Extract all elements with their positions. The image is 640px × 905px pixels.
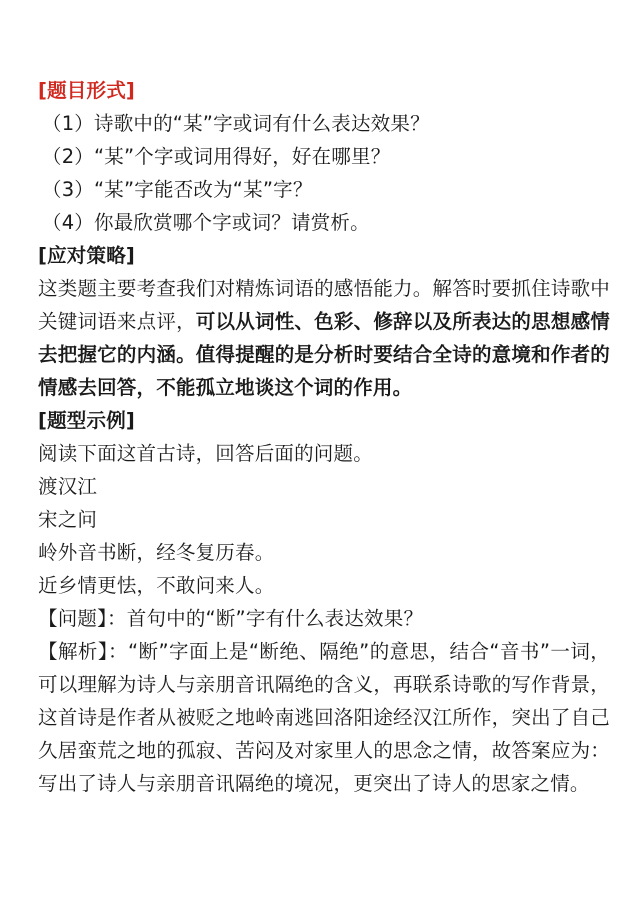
section-heading-strategy: [应对策略] (38, 244, 136, 267)
poem-line-2: 近乡情更怯，不敢问来人。 (38, 574, 275, 597)
form-item-2: （2）“某”个字或词用得好，好在哪里？ (42, 145, 391, 168)
example-question: 【问题】：首句中的“断”字有什么表达效果？ (38, 607, 424, 630)
section-heading-form: [题目形式] (38, 79, 136, 102)
poem-author: 宋之问 (38, 508, 98, 531)
poem-line-1: 岭外音书断，经冬复历春。 (38, 541, 275, 564)
example-analysis: 【解析】：“断”字面上是“断绝、隔绝”的意思，结合“音书”一词，可以理解为诗人与亲朋音讯隔绝的含义，再联系诗歌的写作背景，这首诗是作者从被贬之地岭南逃回洛阳途经汉江所作，突出了自己久居蛮荒之地的孤寂、苦闷及对家里人的思念之情，故答案应为：写出了诗人与亲朋音讯隔绝的境况，更突出了诗人的思家之情。 (38, 640, 610, 795)
example-intro: 阅读下面这首古诗，回答后面的问题。 (38, 442, 373, 465)
strategy-text-normal: 这类题主要考查我们对精炼词语的感悟能力。解答时要抓住诗歌中关键词语来点评， (38, 277, 610, 333)
form-item-1: （1）诗歌中的“某”字或词有什么表达效果？ (42, 112, 430, 135)
section-heading-example: [题型示例] (38, 409, 136, 432)
form-item-3: （3）“某”字能否改为“某”字？ (42, 178, 313, 201)
strategy-paragraph (38, 272, 610, 404)
strategy-text-bold: 可以从词性、色彩、修辞以及所表达的思想感情去把握它的内涵。值得提醒的是分析时要结合全诗的意境和作者的情感去回答，不能孤立地谈这个词的作用。 (38, 310, 610, 399)
document-page (38, 74, 616, 800)
poem-title: 渡汉江 (38, 475, 98, 498)
form-item-4: （4）你最欣赏哪个字或词？请赏析。 (42, 211, 370, 234)
